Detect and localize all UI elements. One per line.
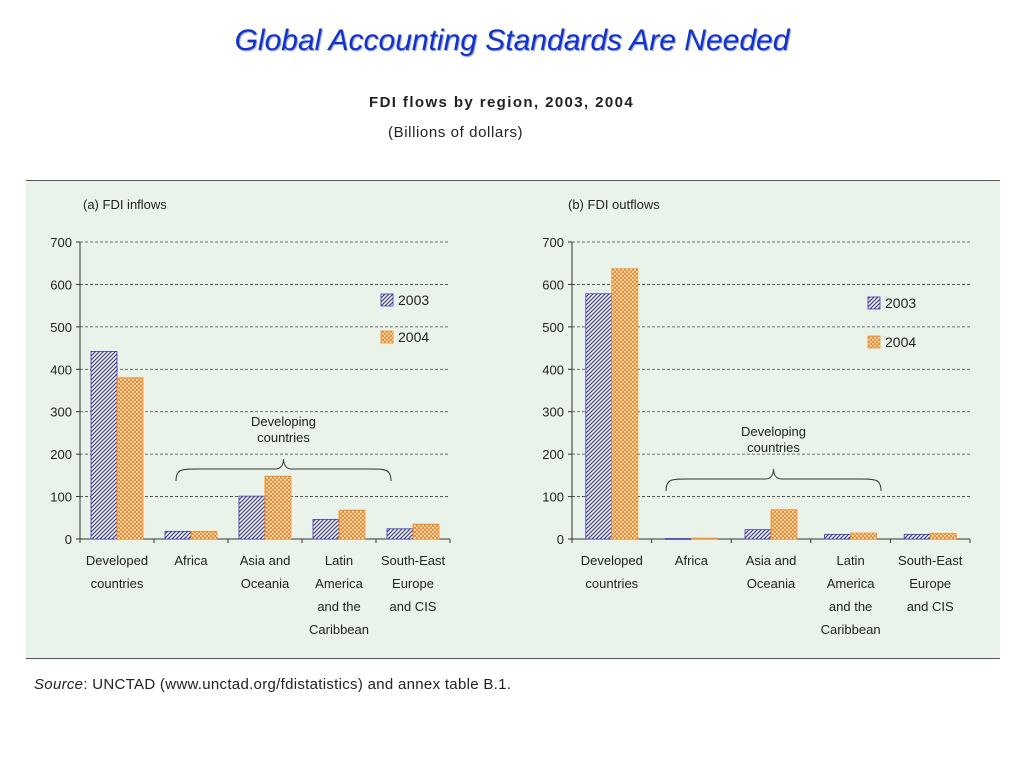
x-category-label: South-East [898,553,963,568]
bar-2003-0 [91,351,117,539]
bar-2003-3 [313,519,339,539]
bar-2003-4 [904,534,930,539]
x-category-label: Latin [324,553,354,568]
x-category-label: Caribbean [309,622,369,637]
annotation-label: Developing [740,424,807,439]
bar-2003-2 [745,530,771,539]
bar-2003-0 [586,294,612,539]
annotation-label: countries [747,440,800,455]
y-tick-label: 100 [50,489,72,505]
chart-title: (a) FDI inflows [83,197,167,212]
x-category-label: Caribbean [820,622,881,637]
source-text: : UNCTAD (www.unctad.org/fdistatistics) and annex table B.1. [83,676,512,693]
bar-2004-4 [413,524,439,539]
x-category-label: Asia and [745,553,797,568]
x-category-label: and the [317,599,361,614]
chart-panel [26,180,1000,659]
y-tick-label: 600 [50,277,72,293]
annotation-label: Developing [250,414,317,429]
x-category-label: and CIS [389,599,437,614]
x-category-label: countries [90,576,144,591]
bar-2003-2 [239,496,265,539]
x-category-label: Europe [909,576,952,591]
x-category-label: Asia and [239,553,291,568]
source-label: Source [34,676,84,693]
y-tick-label: 700 [542,235,564,250]
source-line [34,676,511,693]
y-tick-label: 500 [542,319,564,335]
bar-2003-1 [165,531,191,539]
bar-2004-1 [691,538,717,539]
chart-fdi-outflows [542,197,970,637]
y-tick-label: 0 [64,532,72,547]
charts-svg [26,181,1000,658]
chart-title: (b) FDI outflows [568,197,660,212]
y-tick-label: 0 [556,532,564,547]
legend-label-2003: 2003 [398,292,430,308]
bar-2004-0 [612,269,638,539]
legend-swatch-2003 [868,297,880,309]
x-category-label: Africa [674,553,709,568]
y-tick-label: 500 [50,319,72,335]
x-category-label: America [826,576,875,591]
bar-2003-1 [665,539,691,540]
annotation-label: countries [257,430,310,445]
x-category-label: and CIS [906,599,954,614]
bar-2004-2 [771,510,797,539]
y-tick-label: 200 [542,447,564,463]
bar-2004-3 [851,533,877,539]
bar-2004-0 [117,378,143,539]
x-category-label: and the [828,599,873,614]
y-tick-label: 400 [542,362,564,378]
y-tick-label: 300 [50,404,72,420]
x-category-label: Latin [836,553,865,568]
x-category-label: Oceania [746,576,796,591]
bar-2003-3 [825,534,851,539]
x-category-label: Africa [174,553,208,568]
x-category-label: Developed [580,553,643,568]
x-category-label: Developed [85,553,149,568]
developing-brace [666,469,881,491]
figure-title: FDI flows by region, 2003, 2004 [369,94,635,111]
x-category-label: South-East [380,553,446,568]
y-tick-label: 600 [542,277,564,293]
bar-2003-4 [387,529,413,539]
x-category-label: countries [585,576,639,591]
legend-label-2004: 2004 [398,329,430,345]
slide-title: Global Accounting Standards Are Needed [234,24,790,57]
bar-2004-3 [339,510,365,539]
bar-2004-1 [191,531,217,539]
y-tick-label: 700 [50,235,72,250]
y-tick-label: 200 [50,447,72,463]
legend-swatch-2004 [868,336,880,348]
y-tick-label: 100 [542,489,564,505]
bar-2004-4 [930,533,956,539]
bar-2004-2 [265,476,291,539]
y-tick-label: 400 [50,362,72,378]
x-category-label: Oceania [240,576,290,591]
x-category-label: America [315,576,363,591]
legend-label-2003: 2003 [885,295,917,311]
figure-units: (Billions of dollars) [388,124,524,141]
x-category-label: Europe [392,576,434,591]
legend-label-2004: 2004 [885,334,917,350]
y-tick-label: 300 [542,404,564,420]
legend-swatch-2003 [381,294,393,306]
legend-swatch-2004 [381,331,393,343]
chart-fdi-inflows [50,197,450,637]
